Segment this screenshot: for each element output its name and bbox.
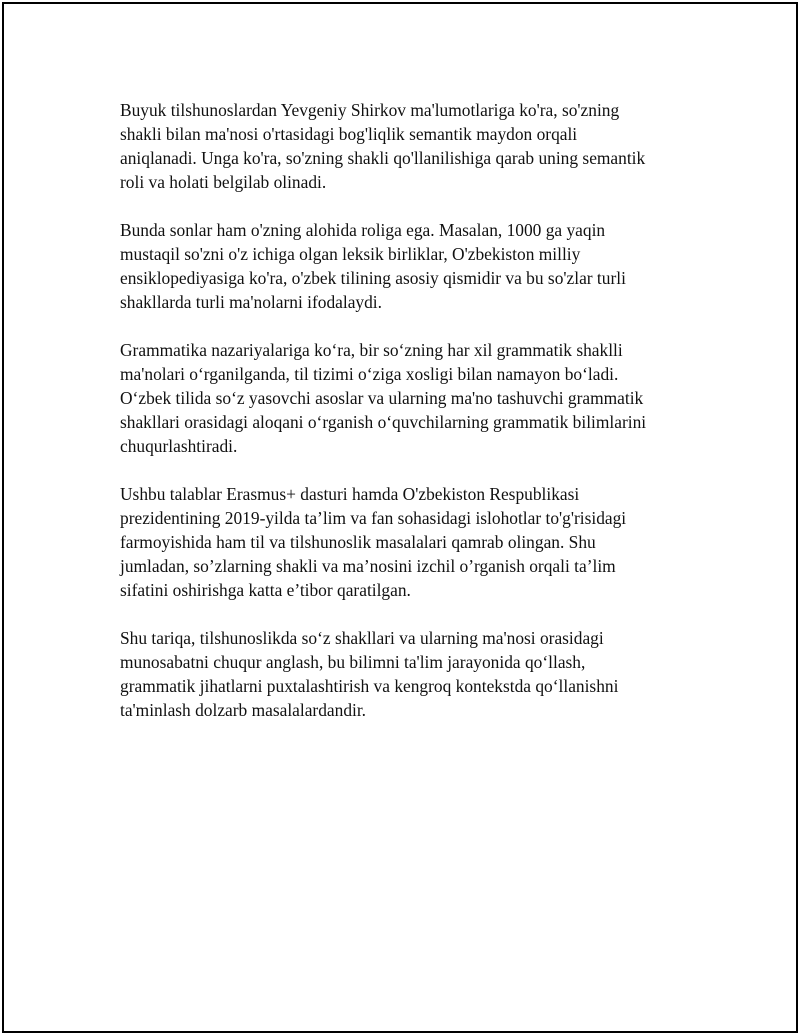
paragraph-1 <box>120 98 690 194</box>
text-line: aniqlanadi. Unga ko'ra, so'zning shakli qo'llanilishiga qarab uning semantik <box>120 148 646 168</box>
text-line: shakllari orasidagi aloqani oʻrganish oʻquvchilarning grammatik bilimlarini <box>120 412 647 432</box>
text-line: ensiklopediyasiga ko'ra, o'zbek tilining asosiy qismidir va bu so'zlar turli <box>120 268 626 288</box>
text-line: farmoyishida ham til va tilshunoslik masalalari qamrab olingan. Shu <box>120 532 596 552</box>
text-line: grammatik jihatlarni puxtalashtirish va kengroq kontekstda qoʻllanishni <box>120 676 619 696</box>
text-line: mustaqil so'zni o'z ichiga olgan leksik birliklar, O'zbekiston milliy <box>120 244 581 264</box>
text-line: ma'nolari oʻrganilganda, til tizimi oʻziga xosligi bilan namayon boʻladi. <box>120 364 619 384</box>
paragraph-2 <box>120 218 690 314</box>
text-line: Shu tariqa, tilshunoslikda soʻz shakllari va ularning ma'nosi orasidagi <box>120 628 604 648</box>
text-line: shakli bilan ma'nosi o'rtasidagi bog'liqlik semantik maydon orqali <box>120 124 578 144</box>
text-line: jumladan, so’zlarning shakli va ma’nosini izchil o’rganish orqali ta’lim <box>120 556 616 576</box>
text-line: prezidentining 2019-yilda ta’lim va fan sohasidagi islohotlar to'g'risidagi <box>120 508 627 528</box>
text-line: munosabatni chuqur anglash, bu bilimni ta'lim jarayonida qoʻllash, <box>120 652 586 672</box>
page-frame <box>2 2 798 1033</box>
document-body <box>120 98 690 746</box>
text-line: Bunda sonlar ham o'zning alohida roliga ega. Masalan, 1000 ga yaqin <box>120 220 606 240</box>
paragraph-3 <box>120 338 690 458</box>
text-line: ta'minlash dolzarb masalalardandir. <box>120 700 367 720</box>
text-line: Ushbu talablar Erasmus+ dasturi hamda O'zbekiston Respublikasi <box>120 484 580 504</box>
text-line: roli va holati belgilab olinadi. <box>120 172 327 192</box>
text-line: Grammatika nazariyalariga koʻra, bir soʻzning har xil grammatik shaklli <box>120 340 623 360</box>
paragraph-4 <box>120 482 690 602</box>
text-line: Oʻzbek tilida soʻz yasovchi asoslar va ularning ma'no tashuvchi grammatik <box>120 388 644 408</box>
text-line: shakllarda turli ma'nolarni ifodalaydi. <box>120 292 382 312</box>
text-line: Buyuk tilshunoslardan Yevgeniy Shirkov ma'lumotlariga ko'ra, so'zning <box>120 100 620 120</box>
paragraph-5 <box>120 626 690 722</box>
text-line: sifatini oshirishga katta e’tibor qaratilgan. <box>120 580 411 600</box>
text-line: chuqurlashtiradi. <box>120 436 238 456</box>
